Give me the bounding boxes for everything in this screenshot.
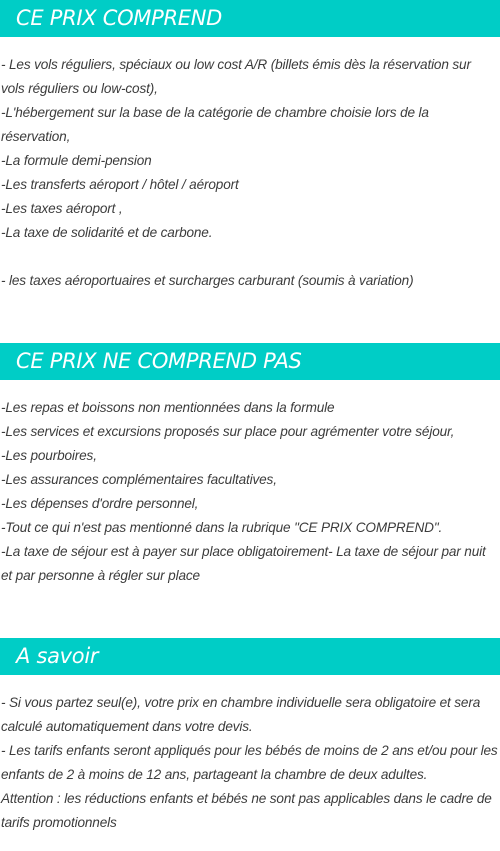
list-item: -Les dépenses d'ordre personnel, bbox=[1, 496, 199, 511]
section-body-excludes bbox=[0, 396, 500, 588]
list-item: -Les pourboires, bbox=[1, 448, 97, 463]
list-item: -La formule demi-pension bbox=[1, 153, 152, 168]
list-item: -Les assurances complémentaires facultatives, bbox=[1, 472, 277, 487]
section-body-includes bbox=[0, 53, 500, 293]
spacer bbox=[1, 245, 498, 269]
section-header-excludes: CE PRIX NE COMPREND PAS bbox=[0, 343, 500, 380]
list-item: -La taxe de séjour est à payer sur place obligatoirement- La taxe de séjour par nuit et par personne à régler sur place bbox=[1, 544, 486, 583]
list-item: - Si vous partez seul(e), votre prix en chambre individuelle sera obligatoire et sera calculé automatiquement dans votre devis. bbox=[1, 695, 481, 734]
list-item: -La taxe de solidarité et de carbone. bbox=[1, 225, 213, 240]
list-item: Attention : les réductions enfants et bébés ne sont pas applicables dans le cadre de tarifs promotionnels bbox=[1, 791, 492, 830]
section-header-includes: CE PRIX COMPREND bbox=[0, 0, 500, 37]
list-item: -Les services et excursions proposés sur place pour agrémenter votre séjour, bbox=[1, 424, 455, 439]
list-item: -Les transferts aéroport / hôtel / aéroport bbox=[1, 177, 239, 192]
list-item: - les taxes aéroportuaires et surcharges carburant (soumis à variation) bbox=[1, 273, 414, 288]
list-item: -Tout ce qui n'est pas mentionné dans la rubrique "CE PRIX COMPREND". bbox=[1, 520, 443, 535]
list-item: - Les vols réguliers, spéciaux ou low cost A/R (billets émis dès la réservation sur vols réguliers ou low-cost), bbox=[1, 57, 471, 96]
list-item: -Les taxes aéroport , bbox=[1, 201, 123, 216]
list-item: -L'hébergement sur la base de la catégorie de chambre choisie lors de la réservation, bbox=[1, 105, 429, 144]
list-item: - Les tarifs enfants seront appliqués pour les bébés de moins de 2 ans et/ou pour les enfants de 2 à moins de 12 ans, partageant la chambre de deux adultes. bbox=[1, 743, 498, 782]
section-body-info bbox=[0, 691, 500, 835]
section-header-info: A savoir bbox=[0, 638, 500, 675]
list-item: -Les repas et boissons non mentionnées dans la formule bbox=[1, 400, 335, 415]
